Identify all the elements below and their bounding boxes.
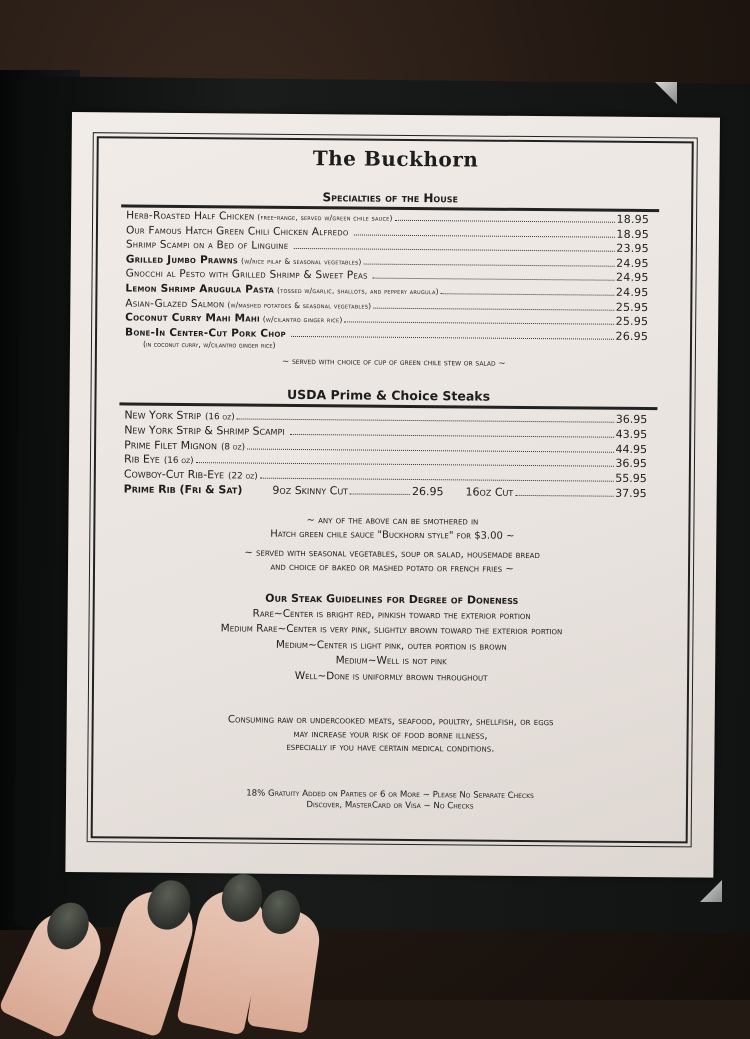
leader-dots bbox=[291, 336, 614, 340]
item-price: 18.95 bbox=[616, 212, 650, 227]
specialties-heading: Specialties of the House bbox=[121, 188, 659, 212]
doneness-line: Medium Rare~Center is very pink, slightly brown toward the exterior portion bbox=[220, 622, 563, 638]
prime-rib-cut2: 16oz Cut bbox=[465, 485, 514, 499]
steak-price: 55.95 bbox=[615, 471, 647, 486]
smother-line-2: Hatch green chile sauce "Buckhorn style" for $3.00 ~ bbox=[270, 528, 515, 542]
smother-note bbox=[108, 512, 676, 545]
leader-dots bbox=[395, 220, 615, 223]
footer-line-1: 18% Gratuity Added on Parties of 6 or More ~ Please No Separate Checks bbox=[246, 788, 534, 802]
steak-name: New York Strip bbox=[124, 408, 202, 423]
item-price: 24.95 bbox=[616, 256, 649, 270]
prime-rib-price1: 26.95 bbox=[412, 484, 444, 499]
doneness-line: Rare~Center is bright red, pinkish toward the exterior portion bbox=[252, 607, 531, 623]
steak-size: (8 oz) bbox=[220, 441, 246, 453]
specialties-list bbox=[125, 208, 649, 356]
item-price: 24.95 bbox=[615, 285, 649, 300]
doneness-line: Well~Done is uniformly brown throughout bbox=[294, 669, 488, 684]
hand-holding-menu bbox=[0, 870, 330, 1000]
pork-chop-subnote: (in coconut curry, w/cilantro ginger rice) bbox=[142, 339, 276, 351]
steak-name: Cowboy-Cut Rib-Eye bbox=[123, 467, 225, 482]
warning-line-2: may increase your risk of food borne illness, bbox=[293, 728, 488, 742]
leader-dots bbox=[345, 322, 614, 325]
prime-rib-name: Prime Rib (Fri & Sat) bbox=[123, 482, 243, 497]
item-note: (w/cilantro ginger rice) bbox=[262, 314, 343, 325]
item-price: 24.95 bbox=[616, 271, 649, 285]
steak-name: Prime Filet Mignon bbox=[124, 438, 218, 452]
item-name: Shrimp Scampi on a Bed of Linguine bbox=[125, 238, 289, 253]
leader-dots bbox=[441, 293, 614, 296]
smother-line-1: ~ any of the above can be smothered in bbox=[306, 515, 479, 528]
leader-dots bbox=[373, 278, 614, 281]
item-price: 23.95 bbox=[616, 241, 649, 256]
item-name: Grilled Jumbo Prawns bbox=[125, 253, 239, 267]
leader-dots bbox=[293, 248, 614, 252]
prime-rib-price2: 37.95 bbox=[615, 486, 647, 501]
item-price: 25.95 bbox=[615, 314, 649, 329]
doneness-guidelines bbox=[97, 605, 686, 687]
restaurant-title: The Buckhorn bbox=[312, 146, 479, 172]
steaks-list bbox=[124, 408, 648, 487]
item-note: (tossed w/garlic, shallots, and peppery arugula) bbox=[277, 285, 439, 297]
item-name: Our Famous Hatch Green Chili Chicken Alfredo bbox=[125, 224, 349, 239]
steak-price: 36.95 bbox=[615, 457, 648, 471]
item-name: Bone-In Center-Cut Pork Chop bbox=[125, 326, 286, 340]
steak-name: Rib Eye bbox=[123, 452, 160, 467]
menu-page bbox=[65, 112, 720, 878]
leader-dots bbox=[373, 307, 614, 310]
steak-price: 44.95 bbox=[615, 442, 648, 456]
steaks-served-line-2: and choice of baked or mashed potato or french fries ~ bbox=[270, 561, 514, 575]
doneness-line: Medium~Center is light pink, outer portion is brown bbox=[275, 638, 507, 653]
leader-dots bbox=[260, 478, 614, 482]
doneness-heading: Our Steak Guidelines for Degree of Doneness bbox=[265, 591, 519, 607]
prime-rib-cut1: 9oz Skinny Cut bbox=[272, 483, 349, 498]
leader-dots bbox=[247, 448, 613, 452]
steak-name: New York Strip & Shrimp Scampi bbox=[124, 423, 285, 438]
steak-size: (22 oz) bbox=[228, 471, 258, 482]
leader-dots bbox=[196, 462, 614, 467]
footer-line-2: Discover, MasterCard or Visa ~ No Checks bbox=[306, 800, 474, 812]
specialties-served-note: ~ served with choice of cup of green chile stew or salad ~ bbox=[282, 356, 506, 369]
item-name: Lemon Shrimp Arugula Pasta bbox=[125, 282, 275, 296]
steak-price: 43.95 bbox=[615, 427, 648, 441]
leader-dots bbox=[354, 234, 615, 237]
doneness-line: Medium~Well is not pink bbox=[335, 654, 447, 668]
steaks-served-line-1: ~ served with seasonal vegetables, soup or salad, housemade bread bbox=[244, 547, 540, 562]
leader-dots bbox=[364, 263, 615, 266]
steak-size: (16 oz) bbox=[204, 412, 235, 423]
item-note: (w/rice pilaf & seasonal vegetables) bbox=[241, 256, 362, 267]
steaks-served-note bbox=[108, 545, 676, 578]
item-price: 25.95 bbox=[615, 300, 649, 314]
warning-line-1: Consuming raw or undercooked meats, seafood, poultry, shellfish, or eggs bbox=[227, 714, 554, 729]
item-note: (w/mashed potatoes & seasonal vegetables) bbox=[227, 299, 372, 311]
warning-line-3: especially if you have certain medical conditions. bbox=[286, 742, 495, 755]
item-note: (free-range, served w/green chile sauce) bbox=[257, 212, 393, 223]
item-name: Gnocchi al Pesto with Grilled Shrimp & Sweet Peas bbox=[125, 267, 368, 282]
item-price: 26.95 bbox=[615, 329, 649, 343]
steak-price: 36.95 bbox=[615, 412, 648, 427]
steaks-heading: USDA Prime & Choice Steaks bbox=[119, 385, 657, 410]
item-name: Coconut Curry Mahi Mahi bbox=[125, 311, 260, 325]
item-price: 18.95 bbox=[616, 227, 650, 241]
leader-dots bbox=[237, 418, 614, 422]
item-name: Herb-Roasted Half Chicken bbox=[126, 209, 255, 223]
leader-dots bbox=[291, 434, 614, 438]
steak-size: (16 oz) bbox=[163, 456, 194, 467]
item-name: Asian-Glazed Salmon bbox=[125, 297, 225, 310]
food-safety-warning bbox=[96, 712, 684, 758]
